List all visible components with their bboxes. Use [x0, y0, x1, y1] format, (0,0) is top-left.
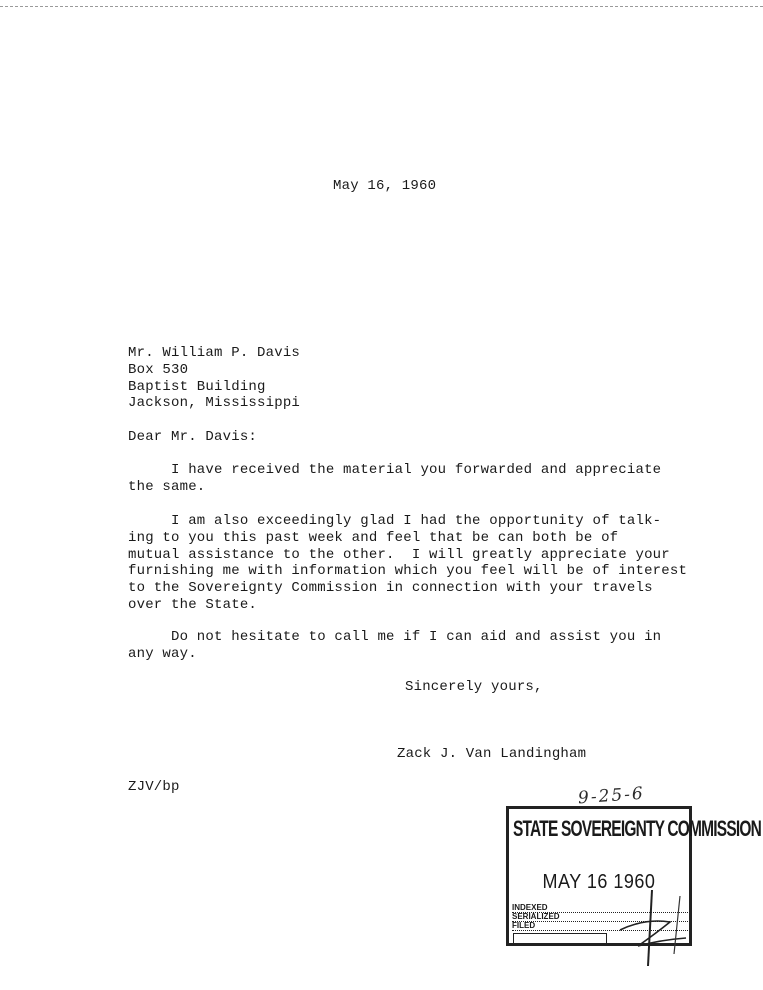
salutation: Dear Mr. Davis: — [128, 429, 258, 445]
address-line: Jackson, Mississippi — [128, 395, 301, 412]
stamp-date: MAY 16 1960 — [542, 869, 656, 893]
paragraph-line: mutual assistance to the other. I will greatly appreciate your — [128, 546, 670, 563]
paragraph-line: ing to you this past week and feel that be can both be of — [128, 529, 619, 546]
handwritten-file-number: 9-25-6 — [577, 783, 646, 809]
paragraph-line: furnishing me with information which you feel will be of interest — [128, 563, 688, 580]
handwritten-scribble — [600, 888, 695, 968]
stamp-field-filed: FILED — [512, 921, 688, 931]
paragraph-line: to the Sovereignty Commission in connection with your travels — [128, 580, 653, 597]
signer-name: Zack J. Van Landingham — [397, 746, 587, 762]
paragraph-2 — [128, 513, 687, 614]
paragraph-line: any way. — [128, 645, 197, 662]
paragraph-line: I am also exceedingly glad I had the opportunity of talk- — [128, 513, 662, 529]
closing: Sincerely yours, — [405, 679, 543, 695]
address-line: Mr. William P. Davis — [128, 345, 301, 361]
stamp-title: STATE SOVEREIGNTY COMMISSION — [513, 817, 762, 842]
page-top-edge — [0, 0, 763, 7]
paragraph-1 — [128, 462, 661, 496]
paragraph-line: over the State. — [128, 596, 258, 613]
paragraph-3 — [128, 629, 661, 663]
stamp-empty-box — [513, 933, 607, 945]
paragraph-line: I have received the material you forwarded and appreciate — [128, 462, 662, 478]
stamp-field-indexed: INDEXED — [512, 903, 688, 913]
address-line: Box 530 — [128, 361, 189, 378]
paragraph-line: Do not hesitate to call me if I can aid and assist you in — [128, 629, 662, 645]
typist-initials: ZJV/bp — [128, 779, 180, 795]
letter-date: May 16, 1960 — [333, 178, 437, 194]
recipient-address — [128, 345, 300, 412]
paragraph-line: the same. — [128, 478, 206, 495]
stamp-field-serialized: SERIALIZED — [512, 912, 688, 922]
address-line: Baptist Building — [128, 378, 266, 395]
